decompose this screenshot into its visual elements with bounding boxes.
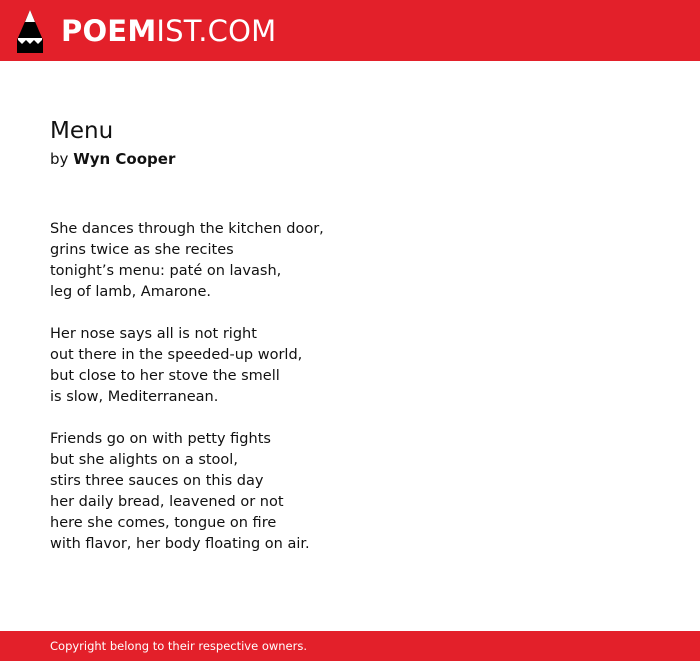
- poem-line: is slow, Mediterranean.: [50, 389, 219, 405]
- stanza: [50, 429, 324, 555]
- poem-line: She dances through the kitchen door,: [50, 221, 324, 237]
- poem-line: here she comes, tongue on fire: [50, 515, 277, 531]
- poem-line: Her nose says all is not right: [50, 326, 257, 342]
- poem-line: leg of lamb, Amarone.: [50, 284, 211, 300]
- poem-line: but close to her stove the smell: [50, 368, 280, 384]
- stanza: [50, 219, 324, 303]
- stanza: [50, 324, 324, 408]
- author-name: Wyn Cooper: [73, 150, 176, 168]
- pencil-tip-icon: [16, 10, 44, 53]
- brand-bold: POEM: [61, 13, 157, 48]
- poem-line: grins twice as she recites: [50, 242, 234, 258]
- by-label: by: [50, 150, 69, 168]
- home-logo-link[interactable]: [16, 8, 276, 54]
- poem-line: her daily bread, leavened or not: [50, 494, 284, 510]
- poem-body: [50, 219, 324, 576]
- poem-title: Menu: [50, 118, 114, 144]
- site-footer: [0, 631, 700, 661]
- copyright-notice: Copyright belong to their respective owners.: [50, 639, 308, 653]
- brand-light: IST.COM: [156, 13, 277, 48]
- site-header: [0, 0, 700, 61]
- poem-line: out there in the speeded-up world,: [50, 347, 303, 363]
- byline: [50, 149, 175, 169]
- poem-line: with flavor, her body floating on air.: [50, 536, 310, 552]
- poem-line: but she alights on a stool,: [50, 452, 238, 468]
- poem-line: Friends go on with petty fights: [50, 431, 271, 447]
- poem-line: tonight’s menu: paté on lavash,: [50, 263, 282, 279]
- poem-line: stirs three sauces on this day: [50, 473, 264, 489]
- site-wordmark: [61, 13, 277, 48]
